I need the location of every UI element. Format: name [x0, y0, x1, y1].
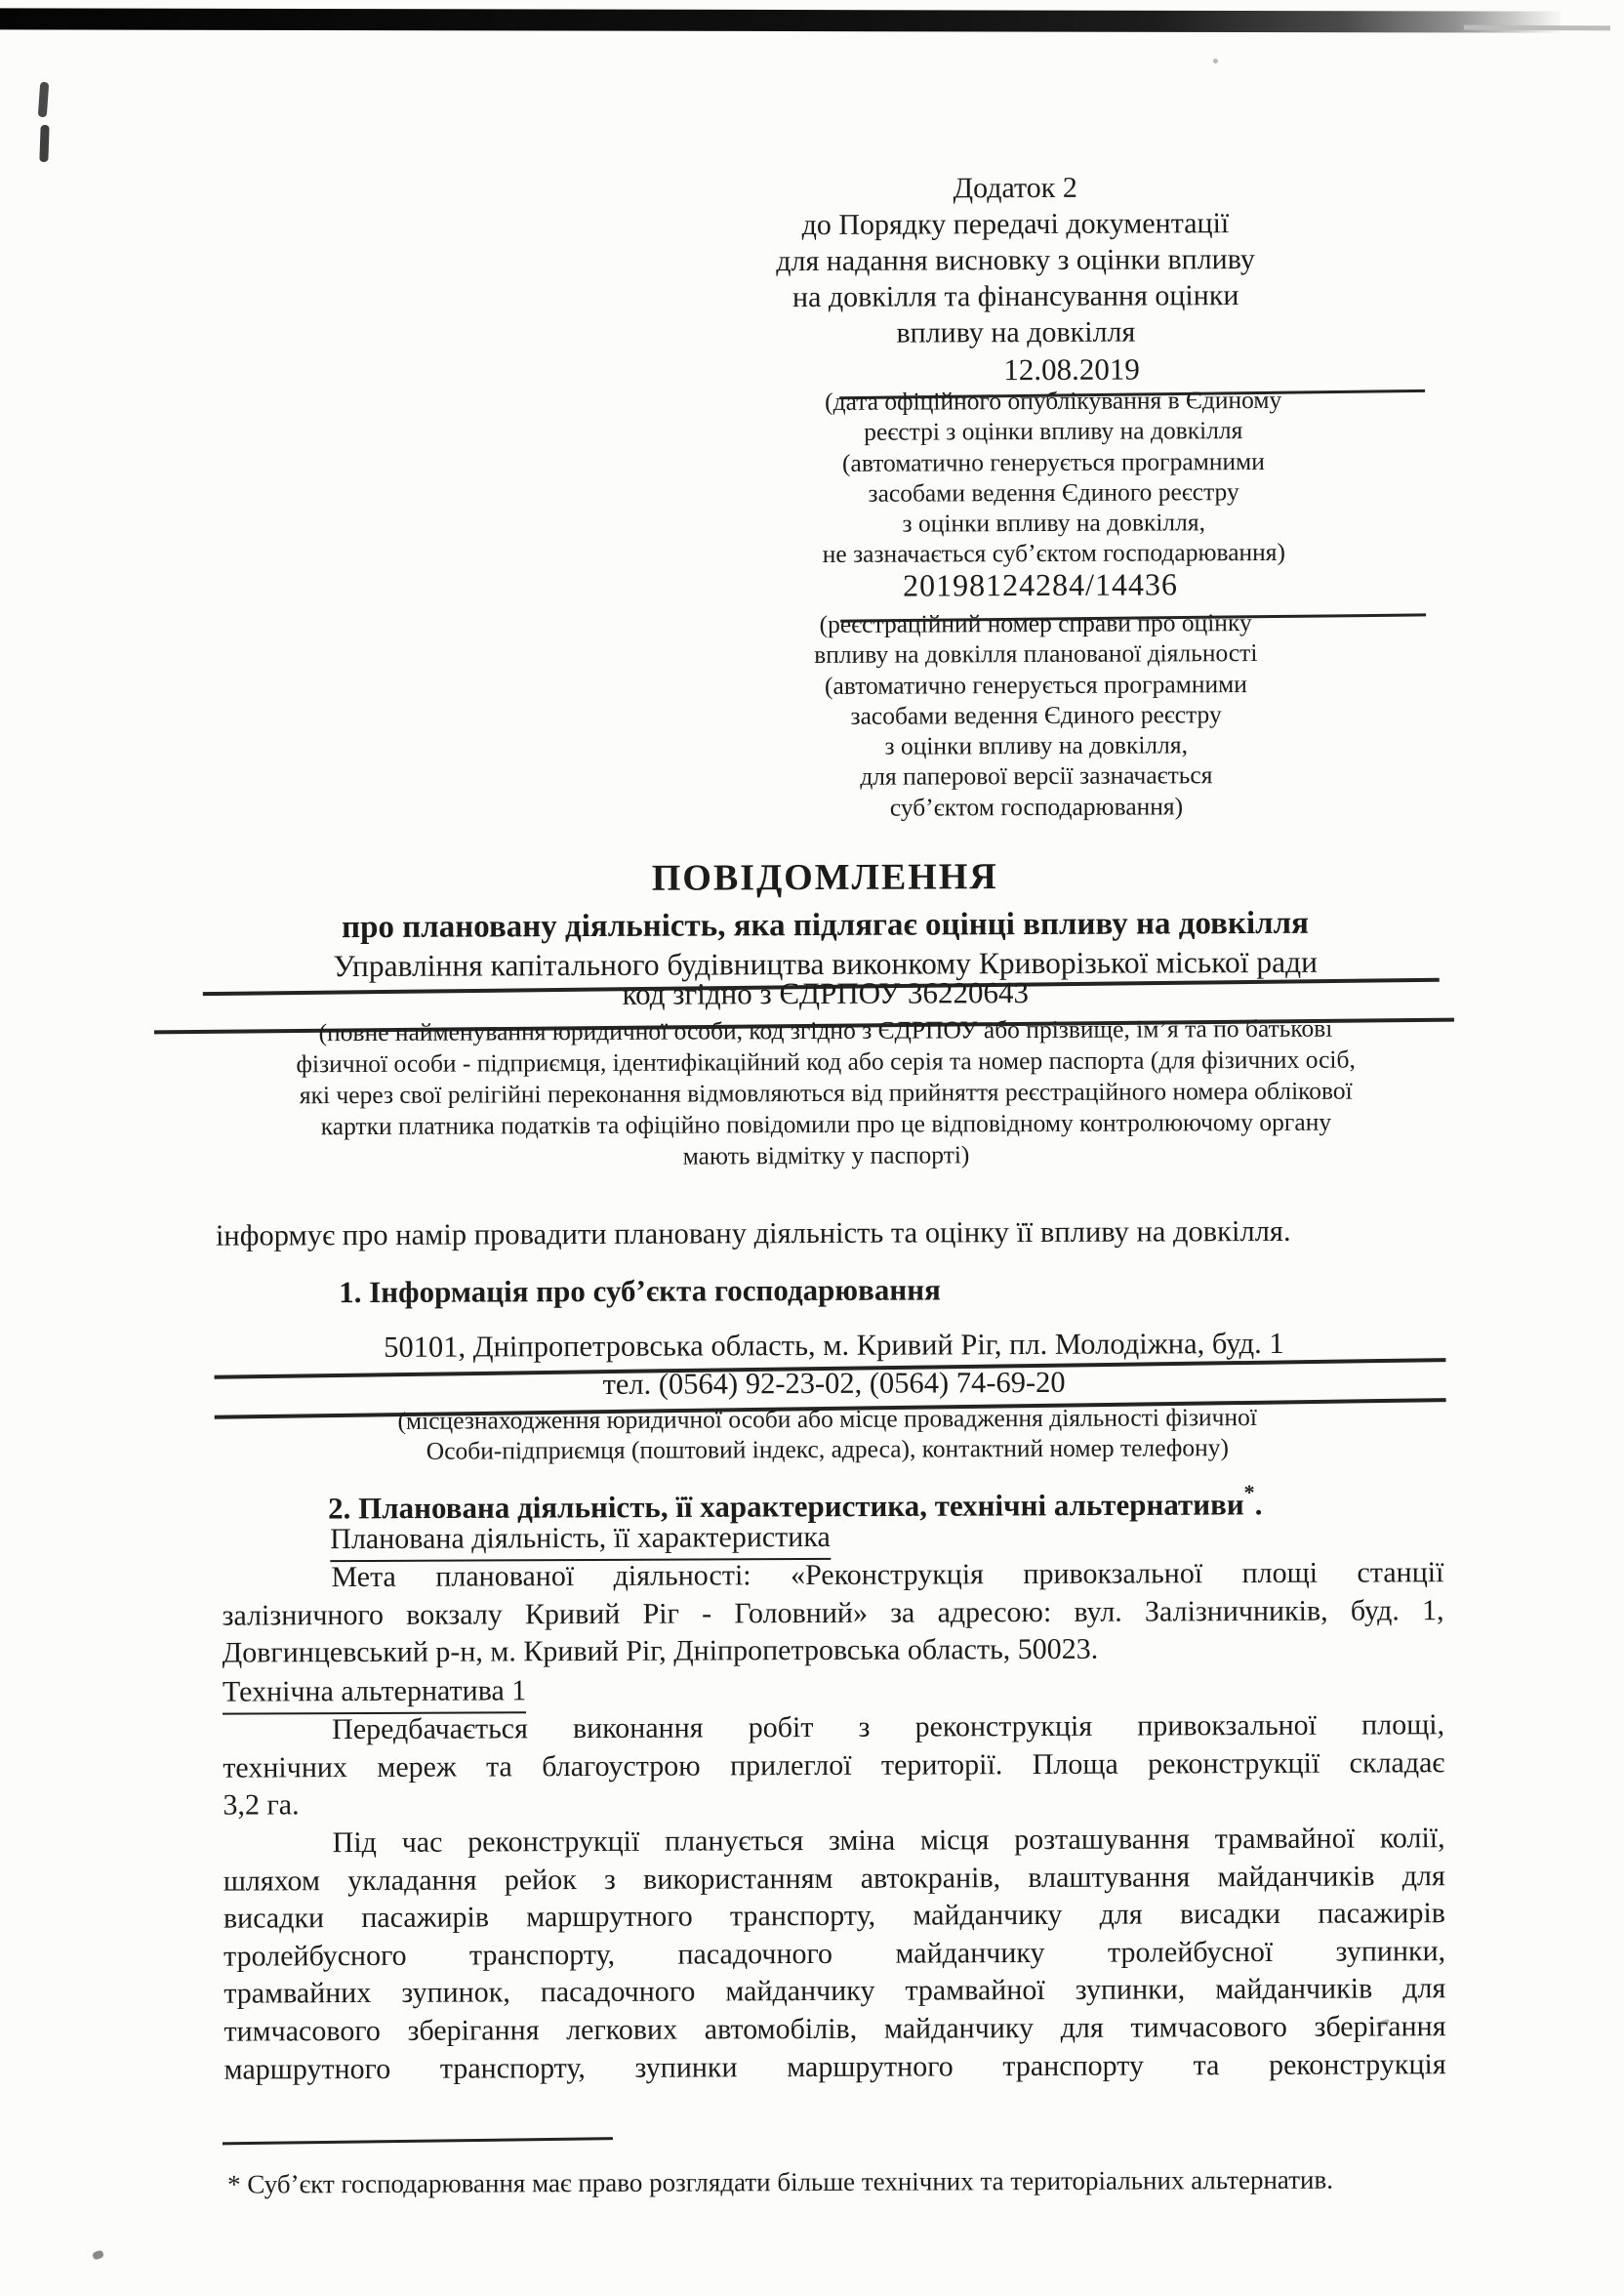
caption-line: (автоматично генерується програмними [824, 669, 1247, 700]
subheading-technical-alternative-1 [223, 1674, 526, 1714]
paragraph-line: висадки пасажирів маршрутного транспорту, майданчику для висадки пасажирів [223, 1897, 1446, 1935]
annex-header [722, 169, 1309, 352]
footnote-text: * Суб’єкт господарювання має право розглядати більше технічних та територіальних альтернатив. [227, 2164, 1333, 2199]
organization-name: Управління капітального будівництва виконкому Криворізької міської ради [333, 944, 1319, 984]
section2-heading-text: 2. Планована діяльність, її характеристика, технічні альтернативи [328, 1487, 1244, 1526]
annex-line: для надання висновку з оцінки впливу [776, 243, 1255, 278]
paragraph-line: шляхом укладання рейок з використанням автокранів, влаштування майданчиків для [223, 1859, 1445, 1898]
paragraph-line: залізничного вокзалу Кривий Ріг - Головний» за адресою: вул. Залізничників, буд. 1, [222, 1593, 1444, 1632]
address-line: 50101, Дніпропетровська область, м. Кривий Ріг, пл. Молодіжна, буд. 1 [384, 1326, 1284, 1364]
paragraph-line: маршрутного транспорту, зупинки маршрутного транспорту та реконструкція [223, 2047, 1446, 2086]
caption-line: впливу на довкілля планованої діяльності [814, 638, 1258, 670]
section2-heading [328, 1480, 1263, 1527]
caption-line: які через свої релігійні переконання відмовляються від прийняття реєстраційного номера облікової [299, 1076, 1353, 1110]
caption-line: (реєстраційний номер справи про оцінку [819, 608, 1252, 638]
caption-line: фізичної особи - підприємця, ідентифікаційний код або серія та номер паспорта (для фізичних осіб, [296, 1045, 1356, 1079]
caption-line: з оцінки впливу на довкілля, [902, 508, 1206, 538]
intro-paragraph: інформує про намір провадити плановану діяльність та оцінку її впливу на довкілля. [215, 1213, 1291, 1252]
caption-line: (автоматично генерується програмними [841, 446, 1265, 477]
caption-line: (дата офіційного опублікування в Єдиному [825, 385, 1282, 416]
paragraph-line: Під час реконструкції планується зміна місця розташування трамвайної колії, [332, 1822, 1445, 1860]
caption-line: не зазначається суб’єктом господарювання) [822, 538, 1286, 569]
caption-line: (повне найменування юридичної особи, код згідно з ЄДРПОУ або прізвище, ім’я та по батькові [318, 1013, 1333, 1047]
caption-line: мають відмітку у паспорті) [682, 1140, 970, 1170]
section2-heading-tail: . [1254, 1487, 1263, 1522]
date-caption [760, 385, 1347, 570]
caption-line: Особи-підприємця (поштовий індекс, адреса), контактний номер телефону) [426, 1433, 1230, 1465]
phone-line: тел. (0564) 92-23-02, (0564) 74-69-20 [602, 1365, 1066, 1401]
paragraph-line: технічних мереж та благоустрою прилеглої території. Площа реконструкції складає [223, 1745, 1445, 1784]
caption-line: (місцезнаходження юридичної особи або місце провадження діяльності фізичної [397, 1403, 1258, 1435]
annex-line: Додаток 2 [953, 171, 1077, 205]
caption-line: засобами ведення Єдиного реєстру [868, 476, 1239, 508]
paragraph-line: Довгинцевський р-н, м. Кривий Ріг, Дніпропетровська область, 50023. [222, 1632, 1099, 1669]
caption-line: суб’єктом господарювання) [889, 792, 1184, 822]
paragraph-works [223, 1706, 1444, 1824]
subheading-technical-alternative-1-text: Технічна альтернатива 1 [223, 1674, 526, 1714]
paragraph-line: Передбачається виконання робіт з реконструкція привокзальної площі, [332, 1708, 1445, 1746]
doc-title: ПОВІДОМЛЕННЯ [651, 856, 998, 899]
paragraph-reconstruction [223, 1820, 1446, 2089]
paragraph-line: 3,2 га. [223, 1788, 300, 1822]
caption-line: реєстрі з оцінки впливу на довкілля [864, 416, 1243, 447]
case-number: 20198124284/14436 [902, 566, 1179, 603]
paragraph-line: Мета планованої діяльності: «Реконструкція привокзальної площі станції [331, 1556, 1444, 1594]
annex-line: на довкілля та фінансування оцінки [792, 279, 1239, 314]
annex-line: впливу на довкілля [896, 315, 1136, 349]
case-number-caption [743, 607, 1329, 824]
doc-subtitle: про плановану діяльність, яка підлягає оцінці впливу на довкілля [341, 905, 1310, 946]
section1-heading: 1. Інформація про суб’єкта господарювання [339, 1272, 941, 1310]
footnote-rule [223, 2137, 613, 2145]
edrpou-line: код згідно з ЄДРПОУ 36220643 [622, 975, 1030, 1011]
subheading-planned-activity [330, 1521, 831, 1562]
paragraph-line: тимчасового зберігання легкових автомобілів, майданчику для тимчасового зберігання [223, 2010, 1446, 2048]
annex-line: до Порядку передачі документації [801, 207, 1230, 242]
publication-date: 12.08.2019 [1003, 351, 1140, 388]
address-caption [187, 1401, 1468, 1467]
footnote-asterisk: * [1243, 1480, 1255, 1505]
caption-line: картки платника податків та офіційно повідомили про це відповідному контролюючому органу [320, 1107, 1332, 1141]
caption-line: засобами ведення Єдиного реєстру [850, 700, 1222, 730]
organization-caption [185, 1012, 1467, 1174]
caption-line: з оцінки впливу на довкілля, [884, 730, 1189, 760]
paragraph-line: трамвайних зупинок, пасадочного майданчику трамвайної зупинки, майданчиків для [223, 1972, 1446, 2011]
subheading-planned-activity-text: Планована діяльність, її характеристика [330, 1521, 831, 1562]
paragraph-goal [222, 1554, 1443, 1672]
paragraph-line: тролейбусного транспорту, пасадочного майданчику тролейбусної зупинки, [223, 1934, 1446, 1973]
caption-line: для паперової версії зазначається [860, 760, 1213, 792]
